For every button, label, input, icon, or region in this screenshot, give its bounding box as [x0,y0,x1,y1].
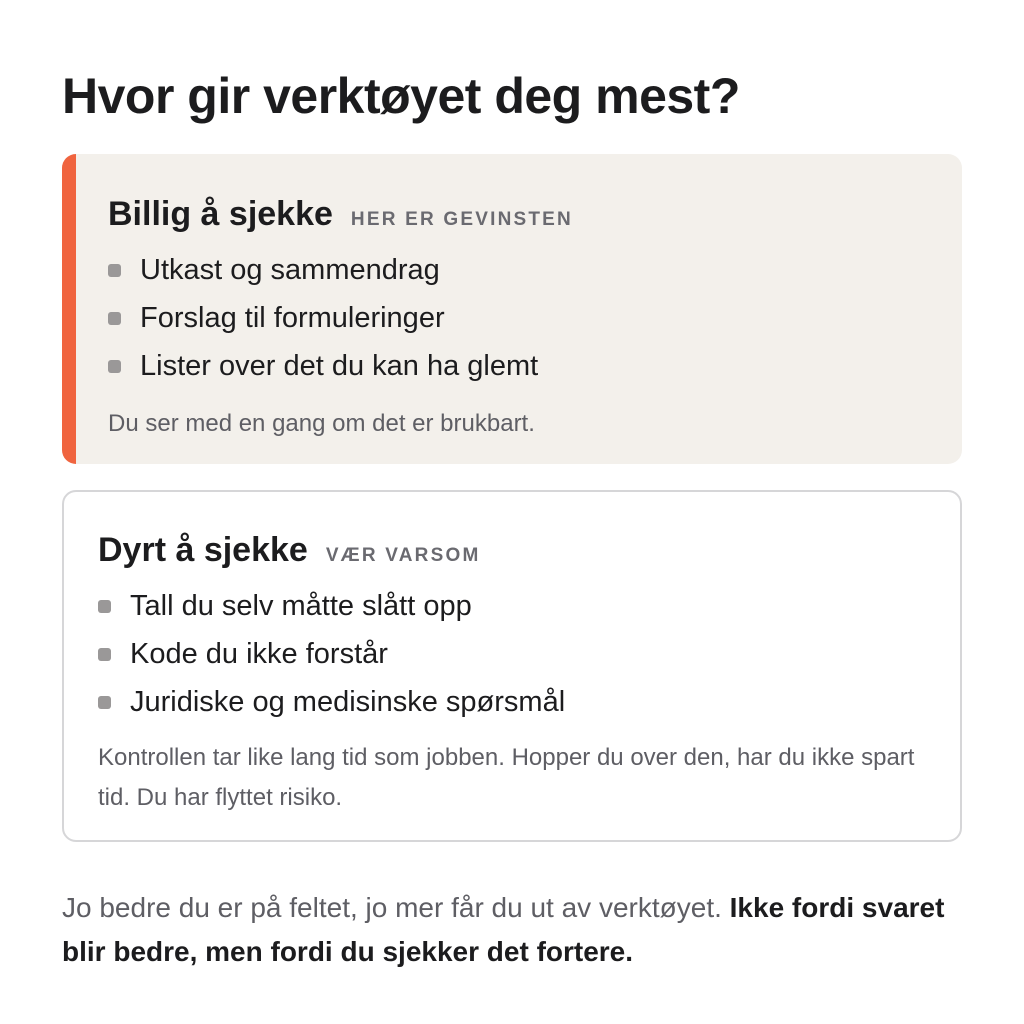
card-title: Billig å sjekke [108,195,333,233]
square-bullet-icon [108,264,121,277]
list-item-text: Tall du selv måtte slått opp [130,590,472,622]
list-item [98,582,930,630]
footer-text-regular: Jo bedre du er på feltet, jo mer får du ut av verktøyet. [62,892,730,923]
bullet-list [98,582,930,726]
list-item [98,630,930,678]
costly-to-check-card [62,490,962,842]
list-item [108,342,932,390]
square-bullet-icon [98,696,111,709]
bullet-list [108,246,932,390]
list-item-text: Kode du ikke forstår [130,638,388,670]
list-item-text: Utkast og sammendrag [140,254,440,286]
footer-text-bold: Ikke fordi svaret blir bedre, men fordi du sjekker det fortere. [62,892,945,967]
list-item [108,294,932,342]
footer-text [62,886,962,974]
list-item-text: Juridiske og medisinske spørsmål [130,686,566,718]
list-item-text: Forslag til formuleringer [140,302,445,334]
cheap-to-check-card [62,154,962,464]
card-tag: HER ER GEVINSTEN [350,209,573,230]
card-header [98,528,930,572]
list-item [108,246,932,294]
square-bullet-icon [98,648,111,661]
list-item-text: Lister over det du kan ha glemt [140,350,539,382]
square-bullet-icon [98,600,111,613]
card-accent-bar [62,154,76,464]
square-bullet-icon [108,360,121,373]
page-title: Hvor gir verktøyet deg mest? [62,68,740,124]
card-header [108,192,932,236]
card-note: Du ser med en gang om det er brukbart. [108,410,535,437]
card-note: Kontrollen tar like lang tid som jobben. Hopper du over den, har du ikke spart tid. Du har flyttet risiko. [98,744,915,811]
card-tag: VÆR VARSOM [325,545,481,566]
list-item [98,678,930,726]
card-title: Dyrt å sjekke [98,531,308,569]
square-bullet-icon [108,312,121,325]
